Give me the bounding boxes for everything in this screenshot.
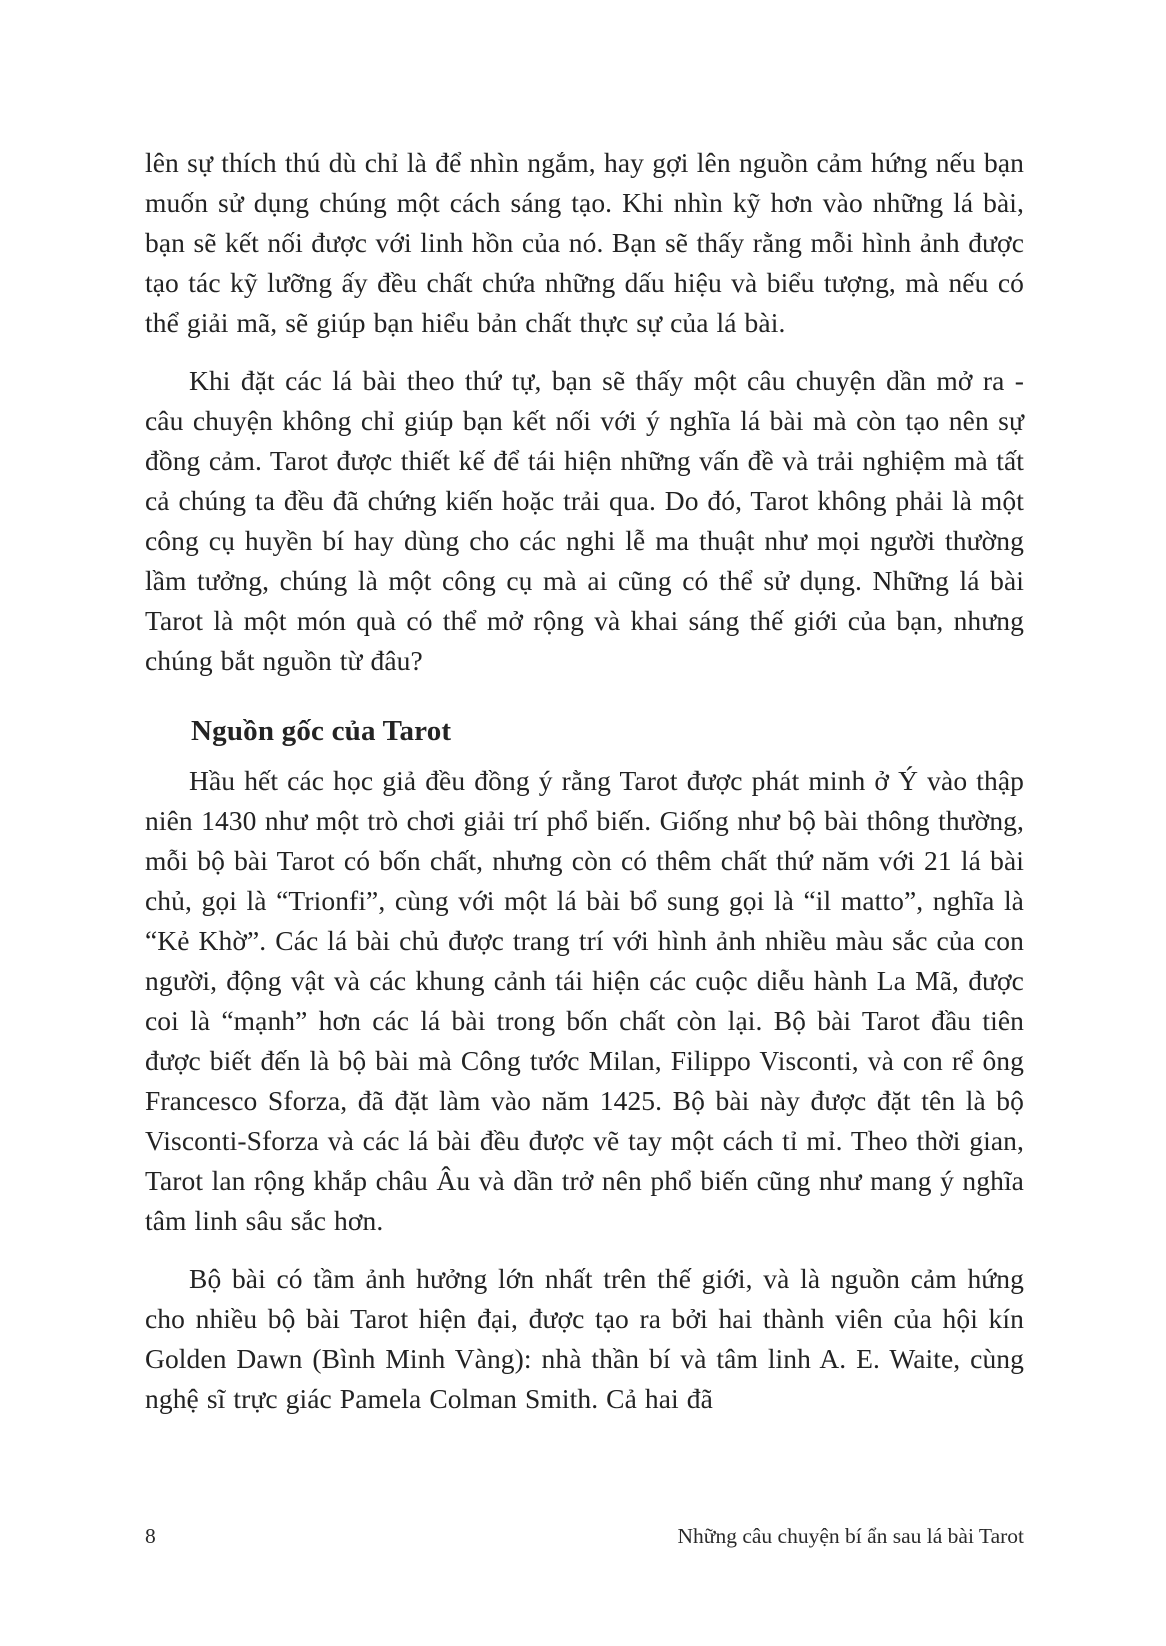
body-paragraph: Khi đặt các lá bài theo thứ tự, bạn sẽ thấy một câu chuyện dần mở ra - câu chuyện không chỉ giúp bạn kết nối với ý nghĩa lá bài mà còn tạo nên sự đồng cảm. Tarot được thiết kế để tái hiện những vấn đề và trải nghiệm mà tất cả chúng ta đều đã chứng kiến hoặc trải qua. Do đó, Tarot không phải là một công cụ huyền bí hay dùng cho các nghi lễ ma thuật như mọi người thường lầm tưởng, chúng là một công cụ mà ai cũng có thể sử dụng. Những lá bài Tarot là một món quà có thể mở rộng và khai sáng thế giới của bạn, nhưng chúng bắt nguồn từ đâu? [145,365,1024,676]
section-heading: Nguồn gốc của Tarot [191,715,452,747]
page-footer [145,1522,1024,1550]
body-paragraph: Hầu hết các học giả đều đồng ý rằng Tarot được phát minh ở Ý vào thập niên 1430 như một trò chơi giải trí phổ biến. Giống như bộ bài thông thường, mỗi bộ bài Tarot có bốn chất, nhưng còn có thêm chất thứ năm với 21 lá bài chủ, gọi là “Trionfi”, cùng với một lá bài bổ sung gọi là “il matto”, nghĩa là “Kẻ Khờ”. Các lá bài chủ được trang trí với hình ảnh nhiều màu sắc của con người, động vật và các khung cảnh tái hiện các cuộc diễu hành La Mã, được coi là “mạnh” hơn các lá bài trong bốn chất còn lại. Bộ bài Tarot đầu tiên được biết đến là bộ bài mà Công tước Milan, Filippo Visconti, và con rể ông Francesco Sforza, đã đặt làm vào năm 1425. Bộ bài này được đặt tên là bộ Visconti-Sforza và các lá bài đều được vẽ tay một cách tỉ mỉ. Theo thời gian, Tarot lan rộng khắp châu Âu và dần trở nên phổ biến cũng như mang ý nghĩa tâm linh sâu sắc hơn. [145,765,1024,1236]
running-title: Những câu chuyện bí ẩn sau lá bài Tarot [677,1524,1024,1548]
body-paragraph: lên sự thích thú dù chỉ là để nhìn ngắm, hay gợi lên nguồn cảm hứng nếu bạn muốn sử dụng chúng một cách sáng tạo. Khi nhìn kỹ hơn vào những lá bài, bạn sẽ kết nối được với linh hồn của nó. Bạn sẽ thấy rằng mỗi hình ảnh được tạo tác kỹ lưỡng ấy đều chất chứa những dấu hiệu và biểu tượng, mà nếu có thể giải mã, sẽ giúp bạn hiểu bản chất thực sự của lá bài. [145,147,1024,338]
page-number: 8 [145,1524,156,1548]
page-body [145,143,1024,1437]
body-paragraph: Bộ bài có tầm ảnh hưởng lớn nhất trên thế giới, và là nguồn cảm hứng cho nhiều bộ bài Tarot hiện đại, được tạo ra bởi hai thành viên của hội kín Golden Dawn (Bình Minh Vàng): nhà thần bí và tâm linh A. E. Waite, cùng nghệ sĩ trực giác Pamela Colman Smith. Cả hai đã [145,1263,1024,1414]
